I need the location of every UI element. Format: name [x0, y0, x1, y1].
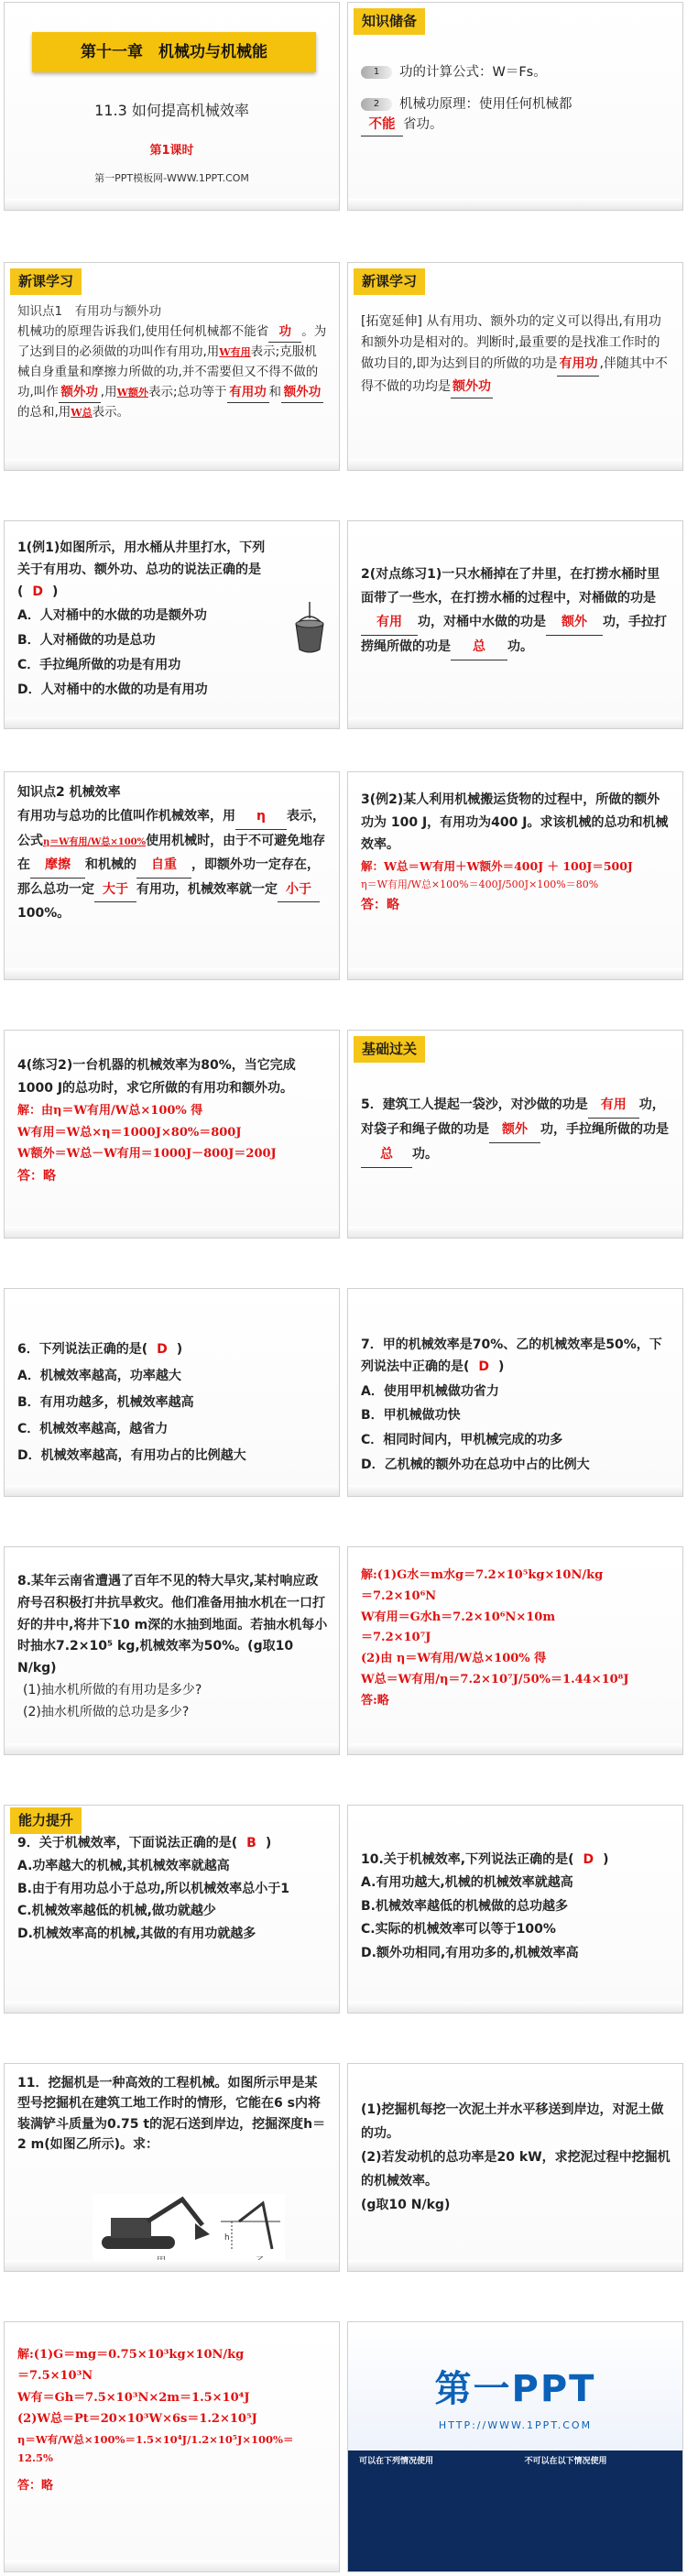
- brand-info-panel: [348, 2450, 682, 2571]
- brand-url: HTTP://WWW.1PPT.COM: [438, 2419, 593, 2431]
- question-part-1: (1)挖掘机每挖一次泥土并水平移送到岸边，对泥土做的功。: [361, 2102, 664, 2141]
- footer-text: 第一PPT模板网-WWW.1PPT.COM: [94, 171, 249, 184]
- question: 1(例1)如图所示，用水桶从井里打水，下列关于有用功、额外功、总功的说法正确的是( D ): [17, 540, 266, 599]
- efficiency-formula: η＝W有用/W总×100%: [43, 836, 147, 847]
- question: 5．建筑工人提起一袋沙，对沙做的功是 有用 功，对袋子和绳子做的功是 额外 功，手拉绳所做的功是总 功。: [348, 1063, 682, 1168]
- slide-basic-check: [347, 1030, 683, 1239]
- slide-example-2: [347, 771, 683, 980]
- slide-question-7: 7．甲的机械效率是70%、乙的机械效率是50%，下列说法中正确的是( D ) A．使用甲机械做功省力 B．甲机械做功快 C．相同时间内，甲机械完成的功多 D．乙机械的额外功在总功中占的比例大: [347, 1288, 683, 1497]
- lesson-label: 第1课时: [149, 144, 194, 158]
- excavator-figure: [93, 2194, 285, 2267]
- slide-title: [4, 2, 340, 211]
- question-part-2: (2)若发动机的总功率是20 kW，求挖泥过程中挖掘机的机械效率。: [361, 2149, 671, 2189]
- slide-new-learning-2: [347, 262, 683, 471]
- question: 6．下列说法正确的是( D ): [17, 1342, 183, 1357]
- number-pill: 2: [361, 98, 392, 111]
- solution-line: η＝W有用/W总×100%＝400J/500J×100%＝80%: [361, 879, 599, 891]
- question: 9．关于机械效率，下面说法正确的是( B ): [17, 1836, 272, 1851]
- paragraph: 有用功与总功的比值叫作机械效率，用 η 表示，公式η＝W有用/W总×100%使用机械时，由于不可避免地存在 摩擦 和机械的 自重 ，即额外功一定存在，那么总功一定 大于 有用功，机械效率就一定 小于100%。: [17, 805, 328, 926]
- slide-knowledge-prep: 知识储备 1 功的计算公式：W＝Fs。 2 机械功原理：使用任何机械都 不能 省功。: [347, 2, 683, 211]
- slide-question-11-parts: [347, 2063, 683, 2272]
- section-tag: 新课学习: [10, 268, 82, 295]
- brand-logo: 第一PPT: [434, 2368, 596, 2410]
- point-1: 1 功的计算公式：W＝Fs。: [361, 62, 671, 82]
- usage-disallowed-heading: 不可以在以下情况使用: [524, 2457, 607, 2466]
- question: 2(对点练习1)一只水桶掉在了井里，在打捞水桶时里面带了一些水，在打捞水桶的过程中，对桶做的功是有用 功，对桶中水做的功是 额外 功，手拉打捞绳所做的功是 总 功。: [348, 521, 682, 660]
- solution-line: 解：由η＝W有用/W总×100% 得: [17, 1104, 203, 1119]
- knowledge-point: 知识点1 有用功与额外功: [17, 304, 162, 320]
- number-pill: 1: [361, 66, 392, 79]
- answer-blank: 不能: [361, 115, 403, 136]
- question: 8.某年云南省遭遇了百年不见的特大旱灾,某村响应政府号召积极打井抗旱救灾。他们准备用抽水机在一口打好的井中,将井下10 m深的水抽到地面。若抽水机每小时抽水7.2×10⁵ kg,机械效率为50%。(g取10 N/kg): [17, 1574, 328, 1676]
- slide-brand: [347, 2321, 683, 2572]
- section-tag: 基础过关: [354, 1036, 425, 1063]
- answer-line: 答：略: [361, 897, 399, 912]
- solution-line: 解：W总＝W有用＋W额外＝400J ＋ 100J＝500J: [361, 858, 633, 873]
- question: 4(练习2)一台机器的机械效率为80%，当它完成1000 J的总功时，求它所做的有用功和额外功。: [17, 1058, 296, 1097]
- solution-line: W有用＝W总×η＝1000J×80%＝800J: [17, 1125, 242, 1140]
- slide-solution-11: 解:(1)G＝mg＝0.75×10³kg×10N/kg ＝7.5×10³N W有＝Gh＝7.5×10³N×2m＝1.5×10⁴J (2)W总＝Pt＝20×10³W×6s＝1.2×10⁵J η＝W有/W总×100%＝1.5×10⁴J/1.2×10⁵J×100%＝12.5% 答：略: [4, 2321, 340, 2572]
- answer-line: 答：略: [17, 1168, 56, 1184]
- section-tag: 知识储备: [354, 8, 425, 35]
- question: 3(例2)某人利用机械搬运货物的过程中，所做的额外功为 100 J，有用功为400 J。求该机械的总功和机械效率。: [361, 792, 669, 852]
- chapter-banner: 第十一章 机械功与机械能: [32, 32, 316, 72]
- slide-question-6: 6．下列说法正确的是( D ) A．机械效率越高，功率越大 B．有用功越多，机械效率越高 C．机械效率越高，越省力 D．机械效率越高，有用功占的比例越大: [4, 1288, 340, 1497]
- question: 11．挖掘机是一种高效的工程机械。如图所示甲是某型号挖掘机在建筑工地工作时的情形，它能在6 s内将装满铲斗质量为0.75 t的泥石送到岸边，挖掘深度h＝2 m(如图乙所示)。求：: [17, 2076, 326, 2153]
- question: 10.关于机械效率,下列说法正确的是( D ): [361, 1852, 609, 1867]
- paragraph: 机械功的原理告诉我们,使用任何机械都不能省 功 。为了达到目的必须做的功叫作有用功,用W有用表示;克服机械自身重量和摩擦力所做的功,并不需要但又不得不做的功,叫作 额外功 ,用W额外表示;总功等于 有用功 和 额外功的总和,用W总表示。: [17, 323, 327, 420]
- knowledge-point: 知识点2 机械效率: [17, 785, 121, 800]
- options: A．人对桶中的水做的功是额外功 B．人对桶做的功是总功 C．手拉绳所做的功是有用功 D．人对桶中的水做的功是有用功: [17, 608, 208, 697]
- slide-question-8: 8.某年云南省遭遇了百年不见的特大旱灾,某村响应政府号召积极打井抗旱救灾。他们准备用抽水机在一口打好的井中,将井下10 m深的水抽到地面。若抽水机每小时抽水7.2×10⁵ kg,机械效率为50%。(g取10 N/kg) (1)抽水机所做的有用功是多少? (2)抽水机所做的总功是多少?: [4, 1546, 340, 1755]
- slide-solution-8: 解:(1)G水＝m水g＝7.2×10⁵kg×10N/kg ＝7.2×10⁶N W有用＝G水h＝7.2×10⁶N×10m ＝7.2×10⁷J (2)由 η＝W有用/W总×100% 得 W总＝W有用/η＝7.2×10⁷J/50%＝1.44×10⁸J 答:略: [347, 1546, 683, 1755]
- slide-new-learning-1: [4, 262, 340, 471]
- slide-practice-2: [4, 1030, 340, 1239]
- slide-question-11: [4, 2063, 340, 2272]
- question: 7．甲的机械效率是70%、乙的机械效率是50%，下列说法中正确的是( D ): [361, 1337, 662, 1374]
- bucket-illustration: [289, 602, 331, 657]
- point-2: 2 机械功原理：使用任何机械都: [361, 94, 671, 115]
- slide-knowledge-2: [4, 771, 340, 980]
- slide-example-1: [4, 520, 340, 729]
- section-tag: 新课学习: [354, 268, 425, 295]
- slide-question-10: 10.关于机械效率,下列说法正确的是( D ) A.有用功越大,机械的机械效率就越高 B.机械效率越低的机械做的总功越多 C.实际的机械效率可以等于100% D.额外功相同,有用功多的,机械效率高: [347, 1805, 683, 2014]
- bottom-bar: [5, 199, 339, 210]
- paragraph: [拓宽延伸] 从有用功、额外功的定义可以得出,有用功和额外功是相对的。判断时,最重要的是找准工作时的做功目的,即为达到目的所做的功是 有用功 ,伴随其中不得不做的功均是 额外功: [348, 295, 682, 398]
- figure-label-h: h: [224, 2233, 230, 2243]
- section-tag: 能力提升: [10, 1807, 82, 1834]
- answer: D: [32, 584, 44, 599]
- section-title: 11.3 如何提高机械效率: [94, 102, 249, 119]
- constant-note: (g取10 N/kg): [361, 2197, 451, 2212]
- solution-line: W额外＝W总－W有用＝1000J－800J＝200J: [17, 1147, 277, 1162]
- usage-allowed-heading: 可以在下列情况使用: [359, 2457, 434, 2466]
- slide-practice-1: [347, 520, 683, 729]
- slide-ability-9: 能力提升 9．关于机械效率，下面说法正确的是( B ) A.功率越大的机械,其机械效率就越高 B.由于有用功总小于总功,所以机械效率总小于1 C.机械效率越低的机械,做功就越少 D.机械效率高的机械,其做的有用功就越多: [4, 1805, 340, 2014]
